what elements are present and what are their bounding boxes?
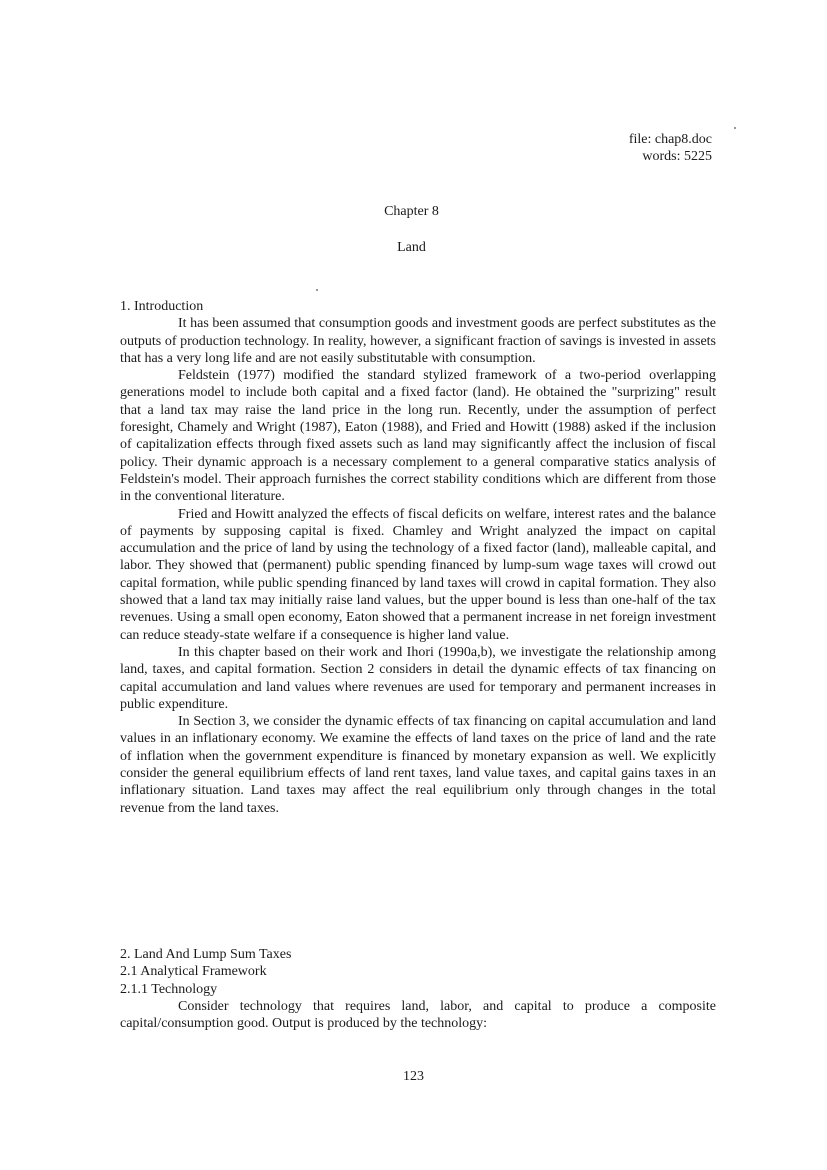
paragraph: It has been assumed that consumption goods and investment goods are perfect substitutes as the outputs of production technology. In reality, however, a significant fraction of savings is invested in assets that has a very long life and are not easily substitutable with consumption. <box>120 316 716 366</box>
section-land-lump-sum-taxes <box>120 946 716 1032</box>
paragraph: Consider technology that requires land, labor, and capital to produce a composite capital/consumption good. Output is produced by the technology: <box>120 998 716 1032</box>
paragraph: In Section 3, we consider the dynamic effects of tax financing on capital accumulation and land values in an inflationary economy. We examine the effects of land taxes on the price of land and the rate of inflation when the government expenditure is financed by monetary expansion as well. We explicitly consider the general equilibrium effects of land rent taxes, land value taxes, and capital gains taxes in an inflationary situation. Land taxes may affect the real equilibrium only through changes in the total revenue from the land taxes. <box>120 714 716 816</box>
subsection-heading: 2.1 Analytical Framework <box>120 964 267 980</box>
scan-speck <box>316 289 318 291</box>
section-introduction <box>120 298 716 817</box>
file-name: file: chap8.doc <box>628 132 712 147</box>
section-heading: 2. Land And Lump Sum Taxes <box>120 947 292 962</box>
paragraph: Fried and Howitt analyzed the effects of fiscal deficits on welfare, interest rates and the balance of payments by supposing capital is fixed. Chamley and Wright analyzed the impact on capital accumulation and the price of land by using the technology of a fixed factor (land), malleable capital, and labor. They showed that (permanent) public spending financed by lump-sum wage taxes will crowd out capital formation, while public spending financed by land taxes will crowd in capital formation. They also showed that a land tax may initially raise land values, but the upper bound is less than one-half of the tax revenues. Using a small open economy, Eaton showed that a permanent increase in net foreign investment can reduce steady-state welfare if a consequence is higher land value. <box>120 506 716 643</box>
word-count: words: 5225 <box>642 149 712 164</box>
paragraph: In this chapter based on their work and Ihori (1990a,b), we investigate the relationship among land, taxes, and capital formation. Section 2 considers in detail the dynamic effects of tax financing on capital accumulation and land values where revenues are used for temporary and permanent increases in public expenditure. <box>120 644 716 712</box>
scan-speck <box>734 127 736 129</box>
chapter-label: Chapter 8 <box>384 204 439 219</box>
file-metadata <box>560 131 712 165</box>
section-heading: 1. Introduction <box>120 299 204 314</box>
subsubsection-heading: 2.1.1 Technology <box>120 981 218 997</box>
page-number: 123 <box>403 1069 424 1084</box>
chapter-title: Land <box>397 240 426 255</box>
paragraph: Feldstein (1977) modified the standard stylized framework of a two-period overlapping generations model to include both capital and a fixed factor (land). He obtained the "surprizing" result that a land tax may raise the land price in the long run. Recently, under the assumption of perfect foresight, Chamely and Wright (1987), Eaton (1988), and Fried and Howitt (1988) asked if the inclusion of capitalization effects through fixed assets such as land may significantly affect the inclusion of fiscal policy. Their dynamic approach is a necessary complement to a general comparative statics analysis of Feldstein's model. Their approach furnishes the correct stability conditions which are different from those in the conventional literature. <box>120 368 716 505</box>
